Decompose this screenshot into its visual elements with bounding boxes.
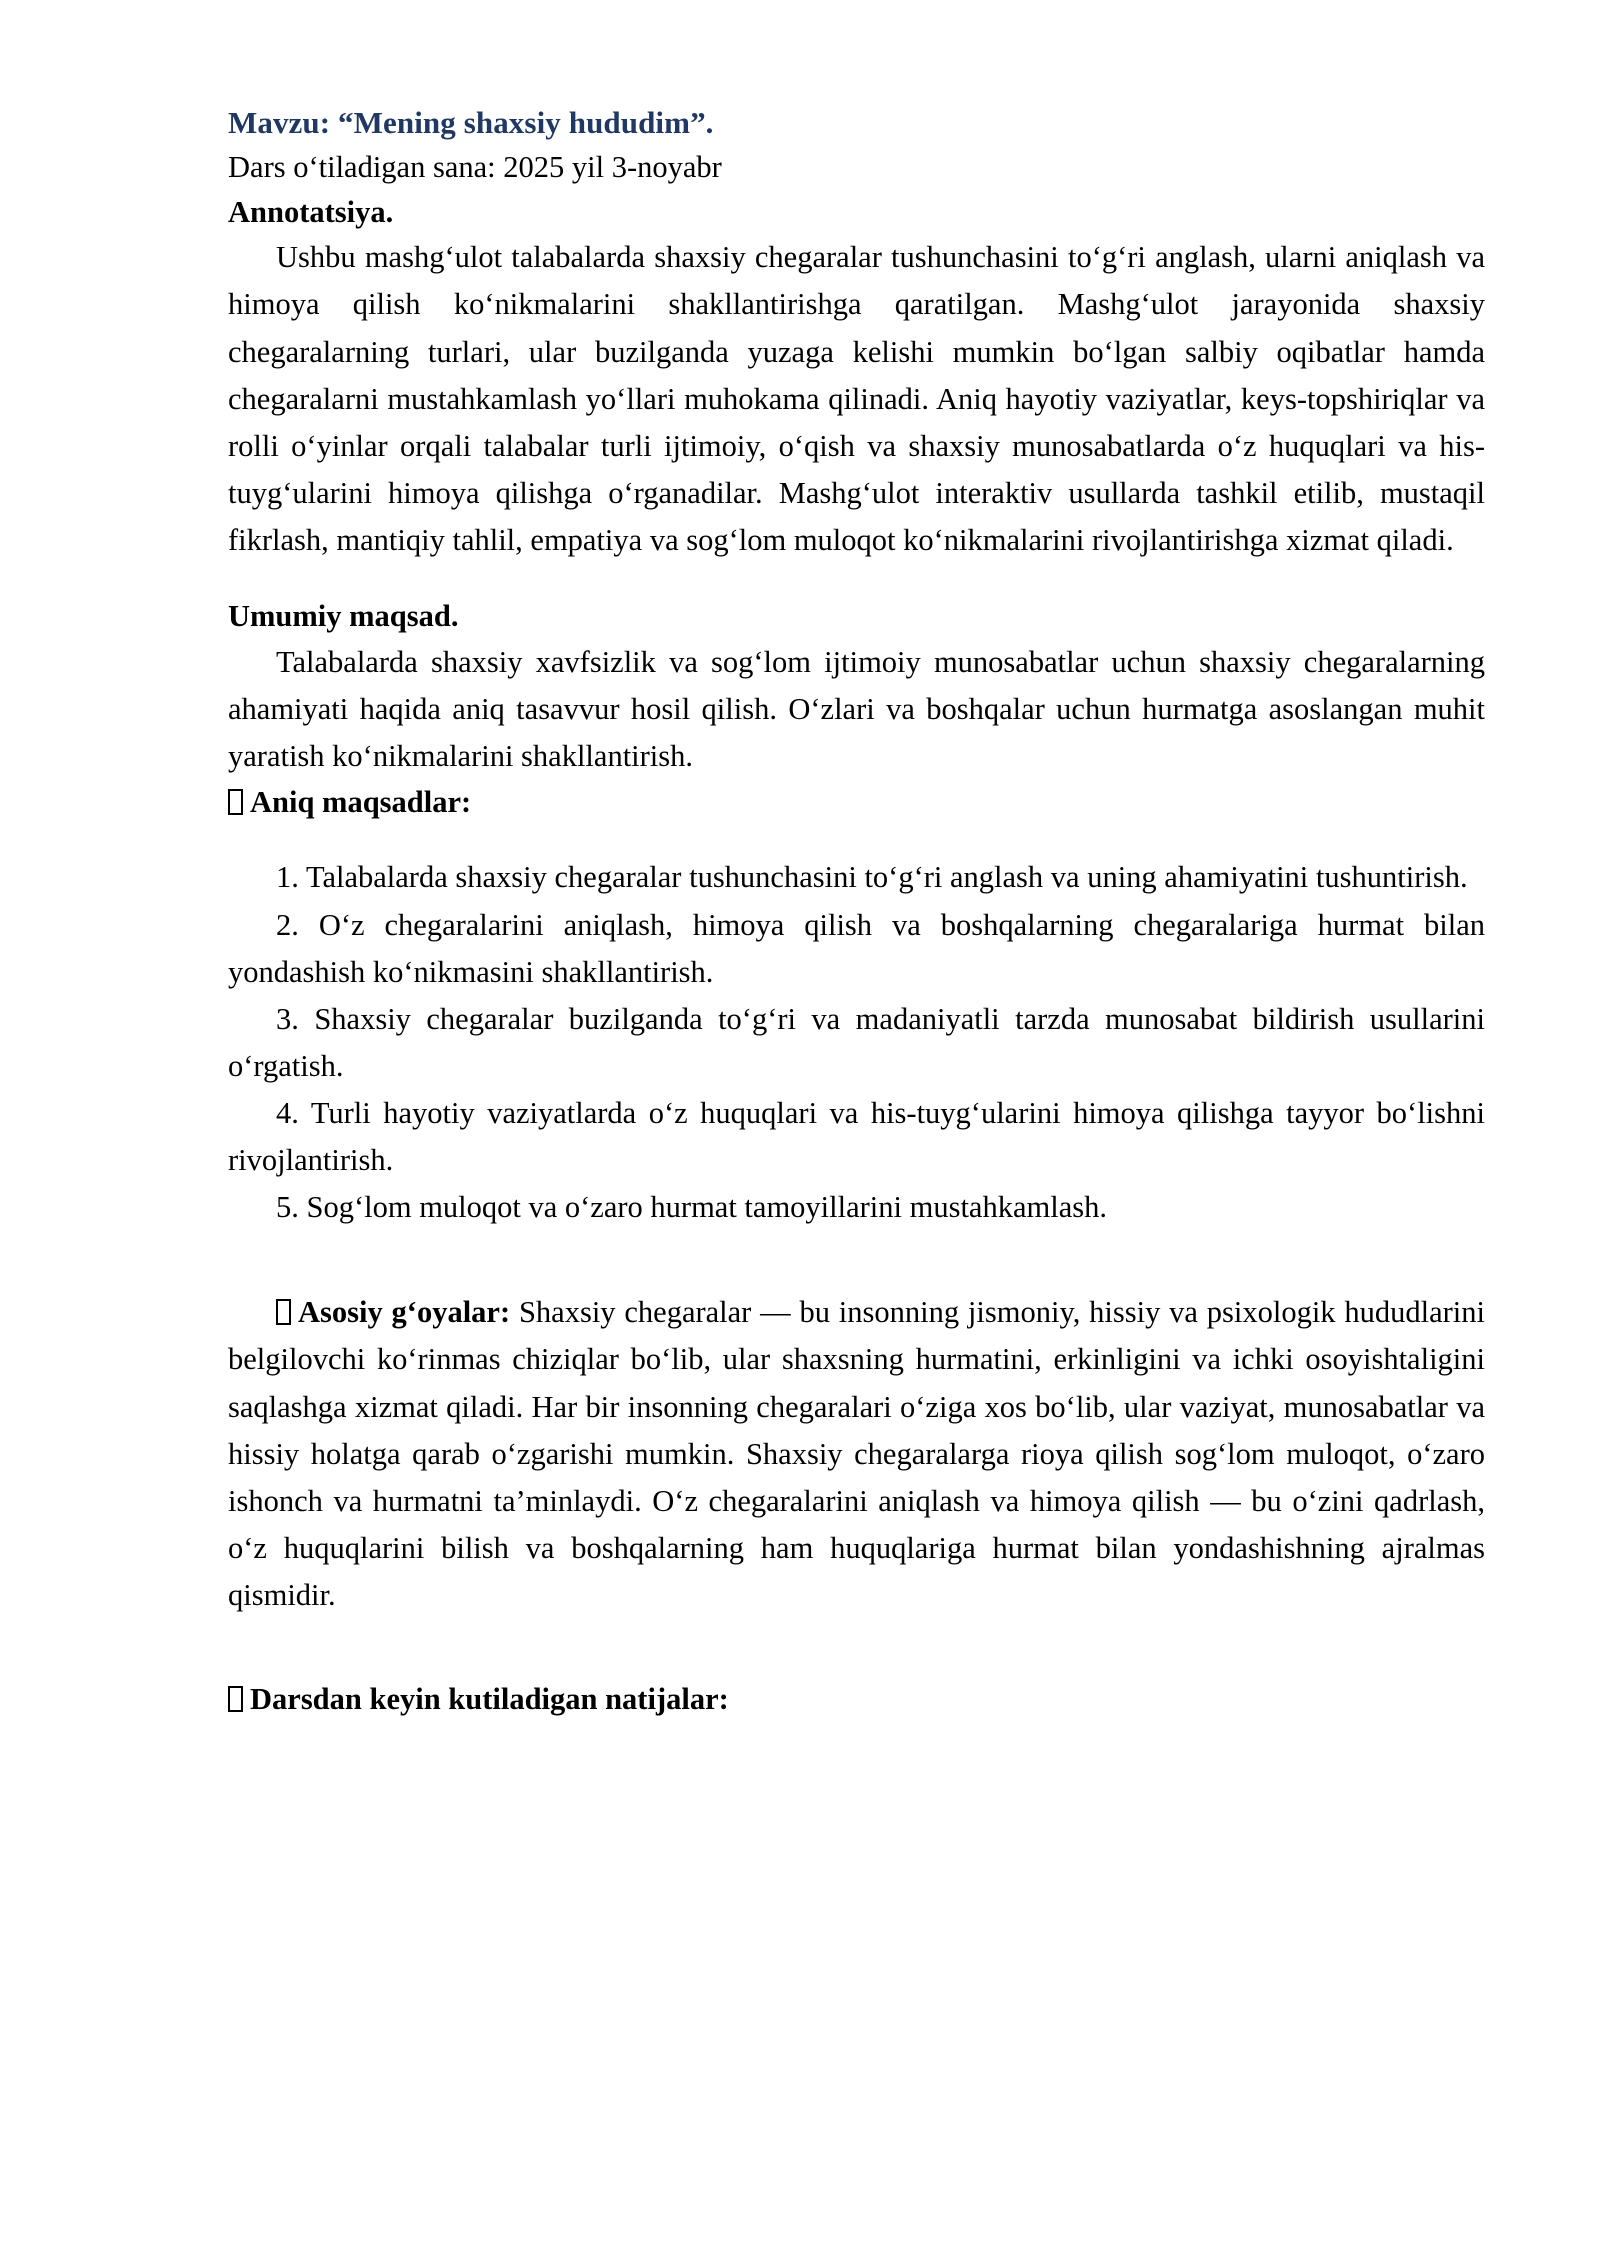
expected-results-heading <box>228 1677 1485 1722</box>
missing-glyph-box-icon <box>228 1686 243 1712</box>
list-item: 5. Sog‘lom muloqot va o‘zaro hurmat tamoyillarini mustahkamlash. <box>276 1190 1107 1225</box>
document-content <box>228 100 1485 1722</box>
list-item: 2. O‘z chegaralarini aniqlash, himoya qilish va boshqalarning chegaralariga hurmat bilan yondashish ko‘nikmasini shakllantirish. <box>228 907 1485 989</box>
list-item: 1. Talabalarda shaxsiy chegaralar tushunchasini to‘g‘ri anglash va uning ahamiyatini tushuntirish. <box>276 860 1468 895</box>
annotation-paragraph: Ushbu mashg‘ulot talabalarda shaxsiy chegaralar tushunchasini to‘g‘ri anglash, ularni aniqlash va himoya qilish ko‘nikmalarini shakllantirishga qaratilgan. Mashg‘ulot jarayonida shaxsiy chegaralarning turlari, ular buzilganda yuzaga kelishi mumkin bo‘lgan salbiy oqibatlar hamda chegaralarni mustahkamlash yo‘llari muhokama qilinadi. Aniq hayotiy vaziyatlar, keys-topshiriqlar va rolli o‘yinlar orqali talabalar turli ijtimoiy, o‘qish va shaxsiy munosabatlarda o‘z huquqlari va his-tuyg‘ularini himoya qilishga o‘rganadilar. Mashg‘ulot interaktiv usullarda tashkil etilib, mustaqil fikrlash, mantiqiy tahlil, empatiya va sog‘lom muloqot ko‘nikmalarini rivojlantirishga xizmat qiladi. <box>228 240 1485 557</box>
page-title: Mavzu: “Mening shaxsiy hududim”. <box>228 105 714 140</box>
missing-glyph-box-icon <box>276 1299 291 1325</box>
list-item: 3. Shaxsiy chegaralar buzilganda to‘g‘ri va madaniyatli tarzda munosabat bildirish usullarini o‘rgatish. <box>228 1001 1485 1083</box>
list-item: 4. Turli hayotiy vaziyatlarda o‘z huquqlari va his-tuyg‘ularini himoya qilishga tayyor bo‘lishni rivojlantirish. <box>228 1095 1485 1178</box>
annotation-heading: Annotatsiya. <box>228 194 394 229</box>
list-spacer <box>228 824 1485 854</box>
general-goal-heading: Umumiy maqsad. <box>228 599 459 634</box>
section-spacer <box>228 564 1485 594</box>
expected-results-heading-label: Darsdan keyin kutiladigan natijalar: <box>250 1682 729 1717</box>
missing-glyph-box-icon <box>228 789 243 815</box>
main-ideas-body: Shaxsiy chegaralar — bu insonning jismoniy, hissiy va psixologik hududlarini belgilovchi ko‘rinmas chiziqlar bo‘lib, ular shaxsning hurmatini, erkinligini va ichki osoyishtaligini saqlashga xizmat qiladi. Har bir insonning chegaralari o‘ziga xos bo‘lib, ular vaziyat, munosabatlar va hissiy holatga qarab o‘zgarishi mumkin. Shaxsiy chegaralarga rioya qilish sog‘lom muloqot, o‘zaro ishonch va hurmatni ta’minlaydi. O‘z chegaralarini aniqlash va himoya qilish — bu o‘zini qadrlash, o‘z huquqlarini bilish va boshqalarning ham huquqlariga hurmat bilan yondashishning ajralmas qismidir. <box>228 1295 1485 1612</box>
section-spacer <box>228 1231 1485 1289</box>
section-spacer <box>228 1619 1485 1677</box>
main-ideas-paragraph <box>228 1289 1485 1619</box>
specific-goals-heading <box>228 780 1485 825</box>
main-ideas-label: Asosiy g‘oyalar: <box>298 1295 511 1330</box>
general-goal-paragraph: Talabalarda shaxsiy xavfsizlik va sog‘lom ijtimoiy munosabatlar uchun shaxsiy chegaralarning ahamiyati haqida aniq tasavvur hosil qilish. O‘zlari va boshqalar uchun hurmatga asoslangan muhit yaratish ko‘nikmalarini shakllantirish. <box>228 644 1485 773</box>
specific-goals-heading-label: Aniq maqsadlar: <box>250 784 472 819</box>
lesson-date-line: Dars o‘tiladigan sana: 2025 yil 3-noyabr <box>228 150 722 185</box>
